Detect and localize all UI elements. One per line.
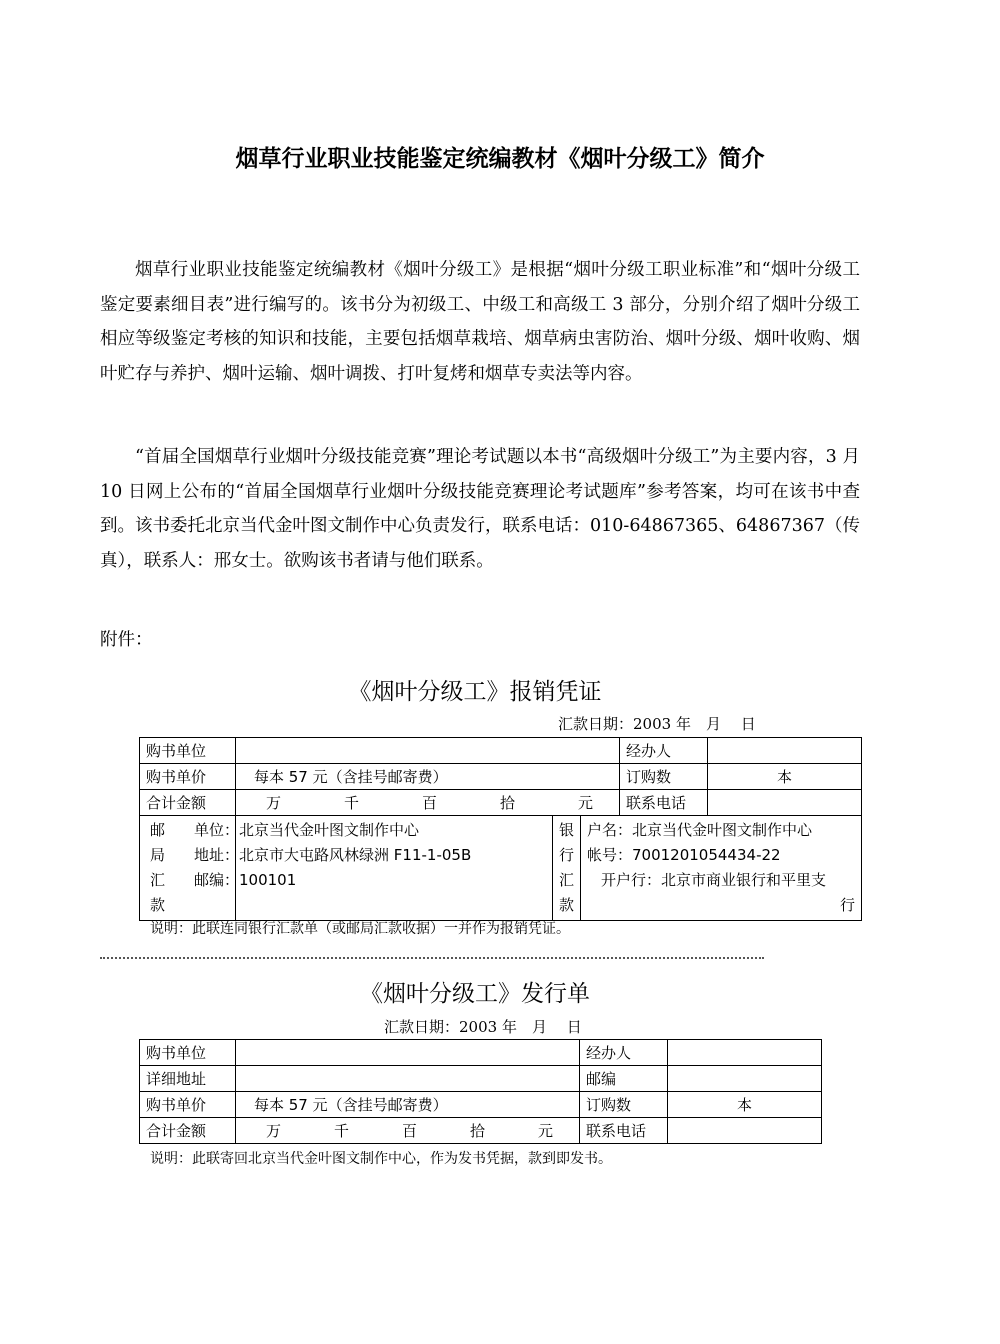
table-row xyxy=(140,1092,822,1118)
unit-qian: 千 xyxy=(333,1122,349,1140)
unit-wan: 万 xyxy=(266,794,282,812)
issue-form-table xyxy=(139,1039,822,1144)
qty-label: 订购数 xyxy=(580,1092,668,1118)
issue-form-title: 《烟叶分级工》发行单 xyxy=(360,981,590,1007)
remittance-date: 汇款日期：2003 年 月 日 xyxy=(384,1018,582,1036)
handler-label: 经办人 xyxy=(580,1040,668,1066)
attachment-label: 附件： xyxy=(100,630,153,650)
competition-text: “首届全国烟草行业烟叶分级技能竞赛”理论考试题以本书“高级烟叶分级工”为主要内容，3 月 10 日网上公布的“首届全国烟草行业烟叶分级技能竞赛理论考试题库”参考答案，均可在该书中查到。该书委托北京当代金叶图文制作中心负责发行，联系电话：010-64867365、64867367（传真），联系人：邢女士。欲购该书者请与他们联系。 xyxy=(100,447,860,571)
buyer-label: 购书单位 xyxy=(140,1040,236,1066)
phone-field[interactable] xyxy=(708,790,862,816)
remittance-date: 汇款日期：2003 年 月 日 xyxy=(558,715,756,733)
price-value: 每本 57 元（含挂号邮寄费） xyxy=(236,764,620,790)
total-amount-field[interactable] xyxy=(236,790,620,816)
post-remit-info: 单位：北京当代金叶图文制作中心 地址：北京市大屯路风林绿洲 F11-1-05B 邮编：100101 xyxy=(236,816,553,921)
table-row xyxy=(140,816,862,921)
unit-wan: 万 xyxy=(266,1122,282,1140)
unit-yuan: 元 xyxy=(578,794,594,812)
table-row xyxy=(140,1066,822,1092)
handler-label: 经办人 xyxy=(620,738,708,764)
price-label: 购书单价 xyxy=(140,1092,236,1118)
qty-label: 订购数 xyxy=(620,764,708,790)
buyer-field[interactable] xyxy=(236,1040,580,1066)
unit-shi: 拾 xyxy=(469,1122,485,1140)
table-row xyxy=(140,1040,822,1066)
competition-paragraph xyxy=(100,440,860,578)
address-field[interactable] xyxy=(236,1066,580,1092)
table-row xyxy=(140,1118,822,1144)
handler-field[interactable] xyxy=(668,1040,822,1066)
phone-label: 联系电话 xyxy=(620,790,708,816)
unit-qian: 千 xyxy=(344,794,360,812)
zip-label: 邮编 xyxy=(580,1066,668,1092)
post-remit-label: 邮 局 汇 款 xyxy=(140,816,236,921)
phone-label: 联系电话 xyxy=(580,1118,668,1144)
phone-field[interactable] xyxy=(668,1118,822,1144)
unit-bai: 百 xyxy=(401,1122,417,1140)
intro-text: 烟草行业职业技能鉴定统编教材《烟叶分级工》是根据“烟叶分级工职业标准”和“烟叶分级工鉴定要素细目表”进行编写的。该书分为初级工、中级工和高级工 3 部分，分别介绍了烟叶分级工相应等级鉴定考核的知识和技能，主要包括烟草栽培、烟草病虫害防治、烟叶分级、烟叶收购、烟叶贮存与养护、烟叶运输、烟叶调拨、打叶复烤和烟草专卖法等内容。 xyxy=(100,260,860,384)
handler-field[interactable] xyxy=(708,738,862,764)
table-row xyxy=(140,738,862,764)
price-value: 每本 57 元（含挂号邮寄费） xyxy=(236,1092,580,1118)
total-label: 合计金额 xyxy=(140,1118,236,1144)
reimbursement-note: 说明：此联连同银行汇款单（或邮局汇款收据）一并作为报销凭证。 xyxy=(150,921,570,937)
table-row xyxy=(140,764,862,790)
reimbursement-form-table xyxy=(139,737,862,921)
bank-remit-info: 户名：北京当代金叶图文制作中心 帐号：7001201054434-22 开户行：北京市商业银行和平里支 行 xyxy=(581,816,862,921)
issue-note: 说明：此联寄回北京当代金叶图文制作中心，作为发书凭据，款到即发书。 xyxy=(150,1151,612,1167)
page-title: 烟草行业职业技能鉴定统编教材《烟叶分级工》简介 xyxy=(235,146,765,172)
intro-paragraph xyxy=(100,253,860,391)
price-label: 购书单价 xyxy=(140,764,236,790)
total-label: 合计金额 xyxy=(140,790,236,816)
reimbursement-form-title: 《烟叶分级工》报销凭证 xyxy=(348,679,602,705)
cut-line xyxy=(100,943,764,959)
bank-remit-label: 银 行 汇 款 xyxy=(553,816,581,921)
qty-unit[interactable]: 本 xyxy=(708,764,862,790)
unit-bai: 百 xyxy=(422,794,438,812)
buyer-label: 购书单位 xyxy=(140,738,236,764)
qty-unit[interactable]: 本 xyxy=(668,1092,822,1118)
address-label: 详细地址 xyxy=(140,1066,236,1092)
unit-shi: 拾 xyxy=(500,794,516,812)
table-row xyxy=(140,790,862,816)
unit-yuan: 元 xyxy=(537,1122,553,1140)
buyer-field[interactable] xyxy=(236,738,620,764)
zip-field[interactable] xyxy=(668,1066,822,1092)
total-amount-field[interactable] xyxy=(236,1118,580,1144)
